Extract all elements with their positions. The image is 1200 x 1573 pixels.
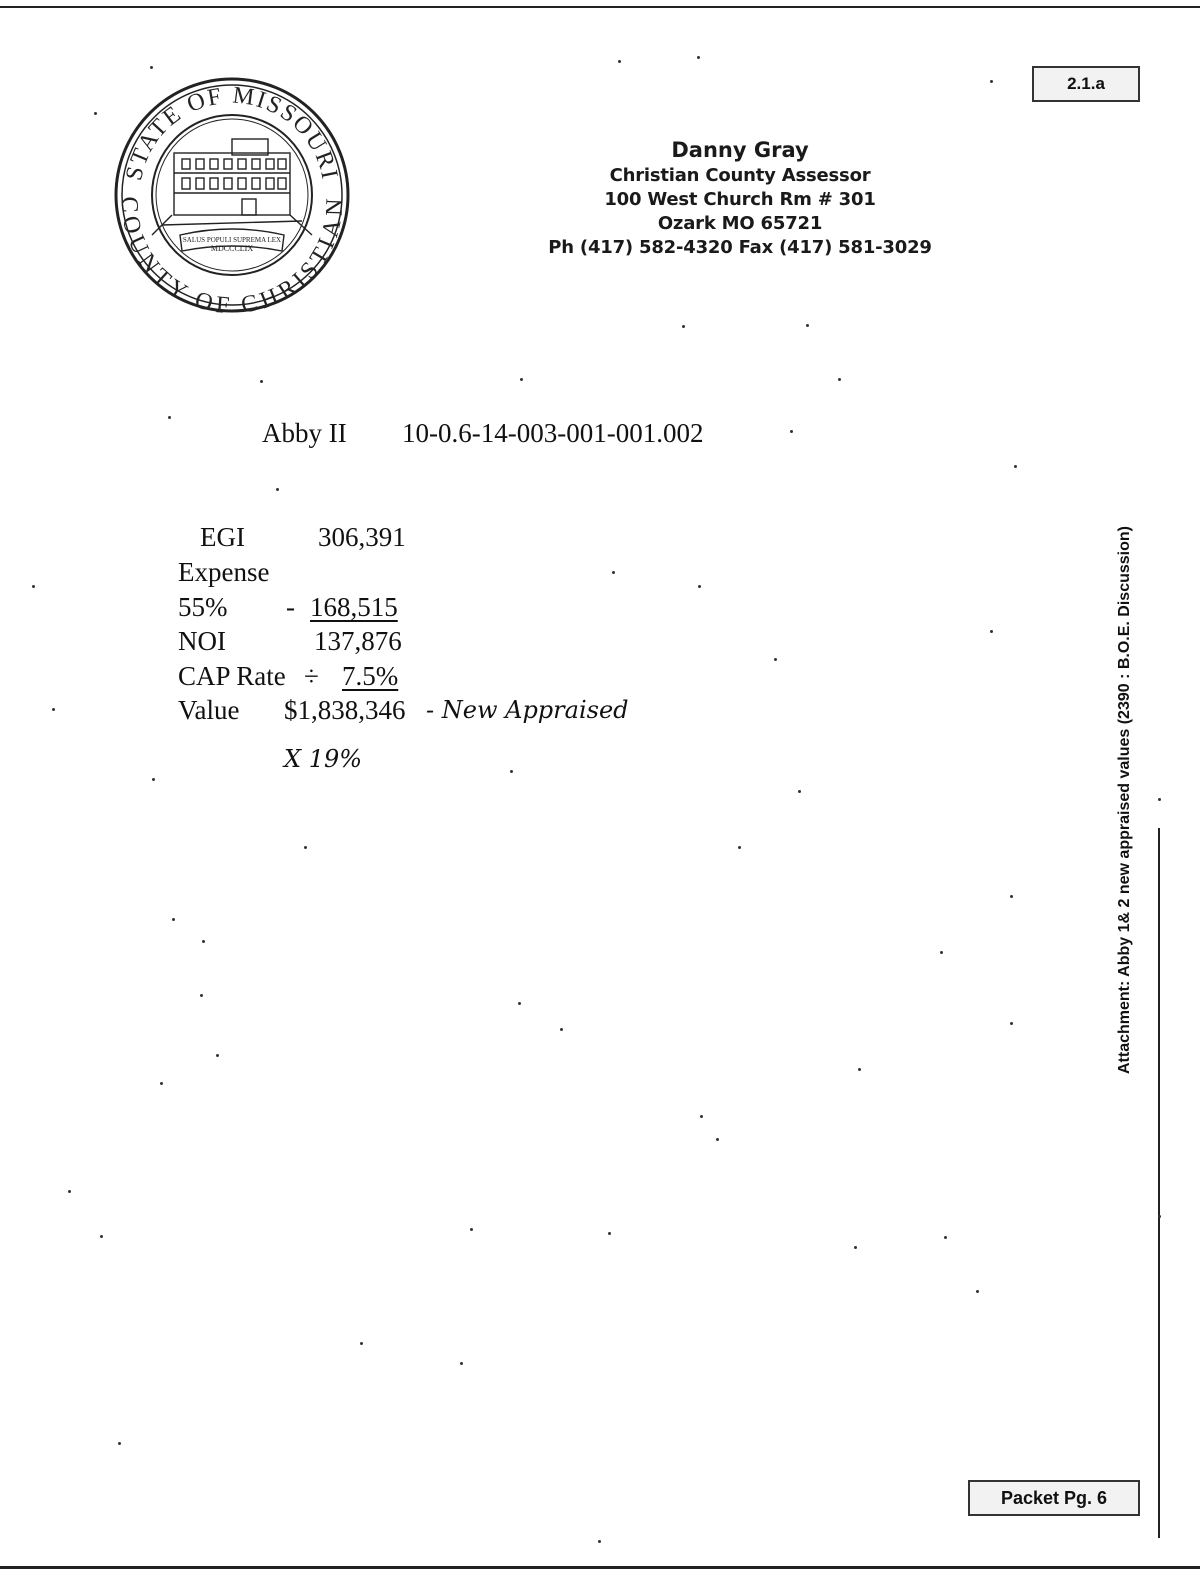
section-tag: 2.1.a: [1032, 66, 1140, 102]
assessor-phone-fax: Ph (417) 582-4320 Fax (417) 581-3029: [548, 237, 932, 258]
expense-label: Expense: [178, 557, 270, 587]
handwritten-annotation: - New Appraised: [426, 696, 629, 724]
expense-percent-label: 55%: [178, 592, 228, 622]
attachment-caption: Attachment: Abby 1& 2 new appraised values (2390 : B.O.E. Discussion): [1116, 525, 1133, 1075]
property-name: Abby II: [262, 418, 347, 448]
packet-page-tag: Packet Pg. 6: [968, 1480, 1140, 1516]
noi-value: 137,876: [314, 626, 402, 656]
value-label: Value: [178, 695, 240, 725]
cap-rate-label: CAP Rate: [178, 661, 286, 691]
seal-ribbon-year: MDCCCLIX: [210, 244, 254, 253]
right-edge-rule: [1158, 828, 1160, 1538]
bottom-edge-rule: [0, 1566, 1200, 1569]
egi-label: EGI: [200, 522, 245, 552]
seal-top-text: STATE OF MISSOURI: [121, 82, 343, 183]
expense-value: 168,515: [310, 592, 398, 622]
seal-ribbon: [180, 229, 284, 253]
assessor-city: Ozark MO 65721: [657, 213, 823, 234]
assessor-name: Danny Gray: [671, 138, 809, 162]
seal-ribbon-motto: SALUS POPULI SUPREMA LEX: [182, 236, 282, 244]
assessor-address: 100 West Church Rm # 301: [604, 189, 876, 210]
assessor-title: Christian County Assessor: [609, 165, 871, 186]
minus-operator: -: [286, 592, 295, 622]
divide-operator: ÷: [304, 661, 319, 691]
noi-label: NOI: [178, 626, 226, 656]
svg-text:COUNTY OF CHRISTIAN: [116, 196, 348, 315]
parcel-number: 10-0.6-14-003-001-001.002: [402, 418, 704, 448]
value-amount: $1,838,346: [284, 695, 406, 725]
assessor-letterhead: [520, 136, 960, 260]
courthouse-drawing: [152, 139, 312, 235]
handwritten-multiplier: X 19%: [284, 745, 363, 773]
egi-value: 306,391: [318, 522, 406, 552]
county-seal: [112, 75, 352, 315]
top-edge-rule: [0, 6, 1200, 8]
seal-bottom-text: COUNTY OF CHRISTIAN: [115, 196, 349, 315]
cap-rate-value: 7.5%: [342, 661, 399, 691]
